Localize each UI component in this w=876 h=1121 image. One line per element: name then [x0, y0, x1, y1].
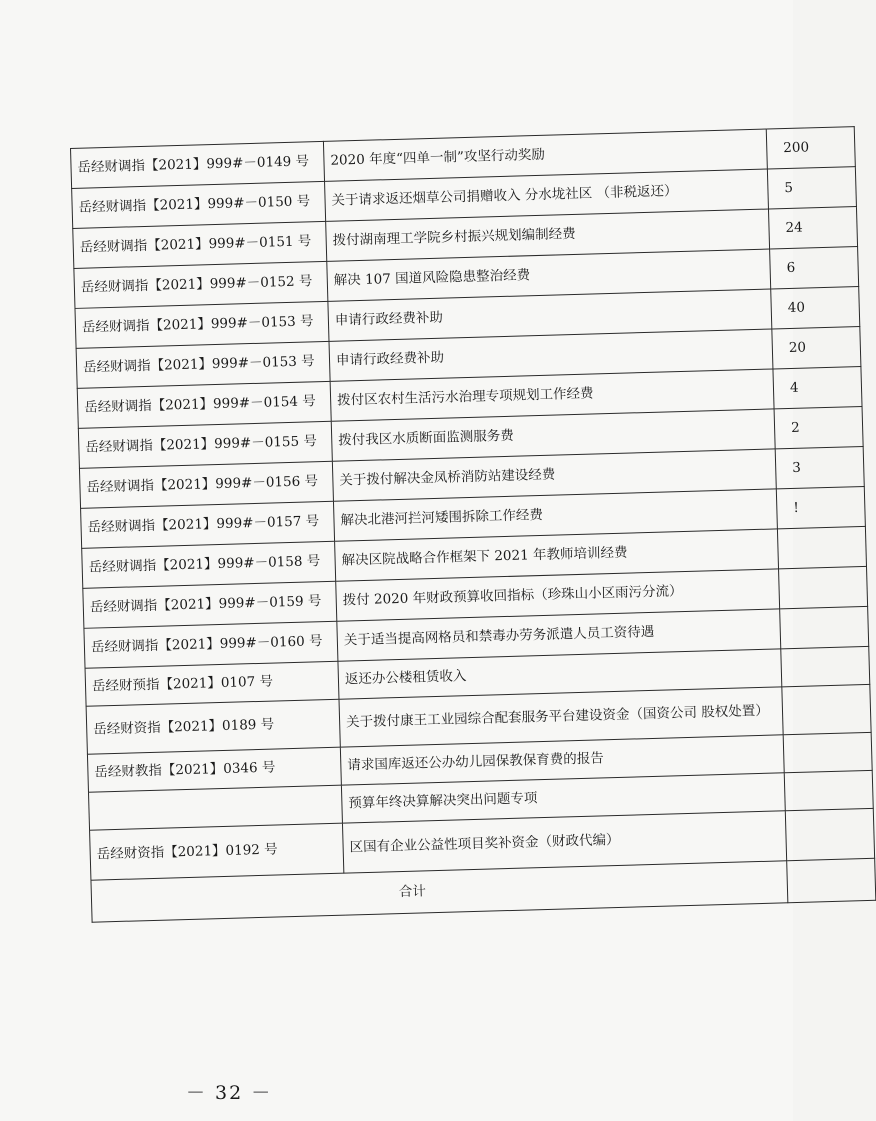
amount-cell: 6 [770, 247, 859, 289]
funding-table-wrapper [70, 127, 826, 907]
funding-table [70, 126, 876, 923]
document-number-cell: 岳经财调指【2021】999#－0157 号 [81, 501, 335, 548]
document-number-cell: 岳经财调指【2021】999#－0155 号 [78, 421, 332, 468]
document-number-cell: 岳经财调指【2021】999#－0149 号 [71, 141, 325, 188]
description-cell: 拨付湖南理工学院乡村振兴规划编制经费 [326, 209, 770, 261]
description-cell: 申请行政经费补助 [328, 289, 772, 341]
document-number-cell: 岳经财调指【2021】999#－0156 号 [79, 461, 333, 508]
amount-cell: 20 [772, 327, 861, 369]
amount-cell [785, 808, 874, 860]
amount-cell: 24 [768, 207, 857, 249]
description-cell: 拨付区农村生活污水治理专项规划工作经费 [330, 369, 774, 421]
description-cell: 关于适当提高网格员和禁毒办劳务派遣人员工资待遇 [337, 609, 781, 661]
document-number-cell: 岳经财资指【2021】0189 号 [86, 699, 340, 754]
amount-cell: 40 [771, 287, 860, 329]
description-cell: 关于拨付康王工业园综合配套服务平台建设资金（国资公司 股权处置） [339, 687, 783, 747]
amount-cell [782, 684, 871, 734]
description-cell: 2020 年度“四单一制”攻坚行动奖励 [323, 129, 767, 181]
description-cell: 请求国库返还公办幼儿园保教保育费的报告 [340, 735, 784, 785]
amount-cell: 2 [774, 406, 863, 448]
description-cell: 返还办公楼租赁收入 [338, 649, 782, 699]
document-number-cell: 岳经财资指【2021】0192 号 [90, 823, 344, 880]
amount-cell [781, 646, 870, 686]
document-number-cell: 岳经财调指【2021】999#－0158 号 [82, 541, 336, 588]
amount-cell [783, 732, 872, 772]
total-amount [787, 858, 876, 902]
amount-cell: 4 [773, 367, 862, 409]
document-number-cell: 岳经财调指【2021】999#－0153 号 [75, 301, 329, 348]
description-cell: 预算年终决算解决突出问题专项 [341, 773, 785, 823]
description-cell: 区国有企业公益性项目奖补资金（财政代编） [342, 811, 786, 873]
amount-cell [780, 606, 869, 648]
description-cell: 申请行政经费补助 [329, 329, 773, 381]
amount-cell: 5 [767, 167, 856, 209]
document-number-cell: 岳经财调指【2021】999#－0160 号 [84, 621, 338, 668]
document-number-cell: 岳经财调指【2021】999#－0151 号 [73, 221, 327, 268]
document-number-cell: 岳经财教指【2021】0346 号 [87, 747, 341, 792]
description-cell: 解决北港河拦河矮围拆除工作经费 [333, 489, 777, 541]
description-cell: 解决 107 国道风险隐患整治经费 [327, 249, 771, 301]
total-label: 合计 [91, 861, 788, 922]
description-cell: 关于拨付解决金凤桥消防站建设经费 [332, 449, 776, 501]
document-number-cell: 岳经财预指【2021】0107 号 [85, 661, 339, 706]
description-cell: 解决区院战略合作框架下 2021 年教师培训经费 [335, 529, 779, 581]
amount-cell [779, 566, 868, 608]
amount-cell: 3 [775, 446, 864, 488]
amount-cell: ! [776, 486, 865, 528]
document-number-cell: 岳经财调指【2021】999#－0154 号 [77, 381, 331, 428]
amount-cell [784, 770, 873, 810]
document-number-cell: 岳经财调指【2021】999#－0152 号 [74, 261, 328, 308]
page-number: － 32 － [186, 1082, 273, 1104]
description-cell: 拨付 2020 年财政预算收回指标（珍珠山小区雨污分流） [336, 569, 780, 621]
amount-cell: 200 [766, 127, 855, 169]
amount-cell [777, 526, 866, 568]
description-cell: 关于请求返还烟草公司捐赠收入 分水垅社区 （非税返还） [325, 169, 769, 221]
document-number-cell: 岳经财调指【2021】999#－0153 号 [76, 341, 330, 388]
document-number-cell: 岳经财调指【2021】999#－0150 号 [72, 181, 326, 228]
document-number-cell: 岳经财调指【2021】999#－0159 号 [83, 581, 337, 628]
description-cell: 拨付我区水质断面监测服务费 [331, 409, 775, 461]
